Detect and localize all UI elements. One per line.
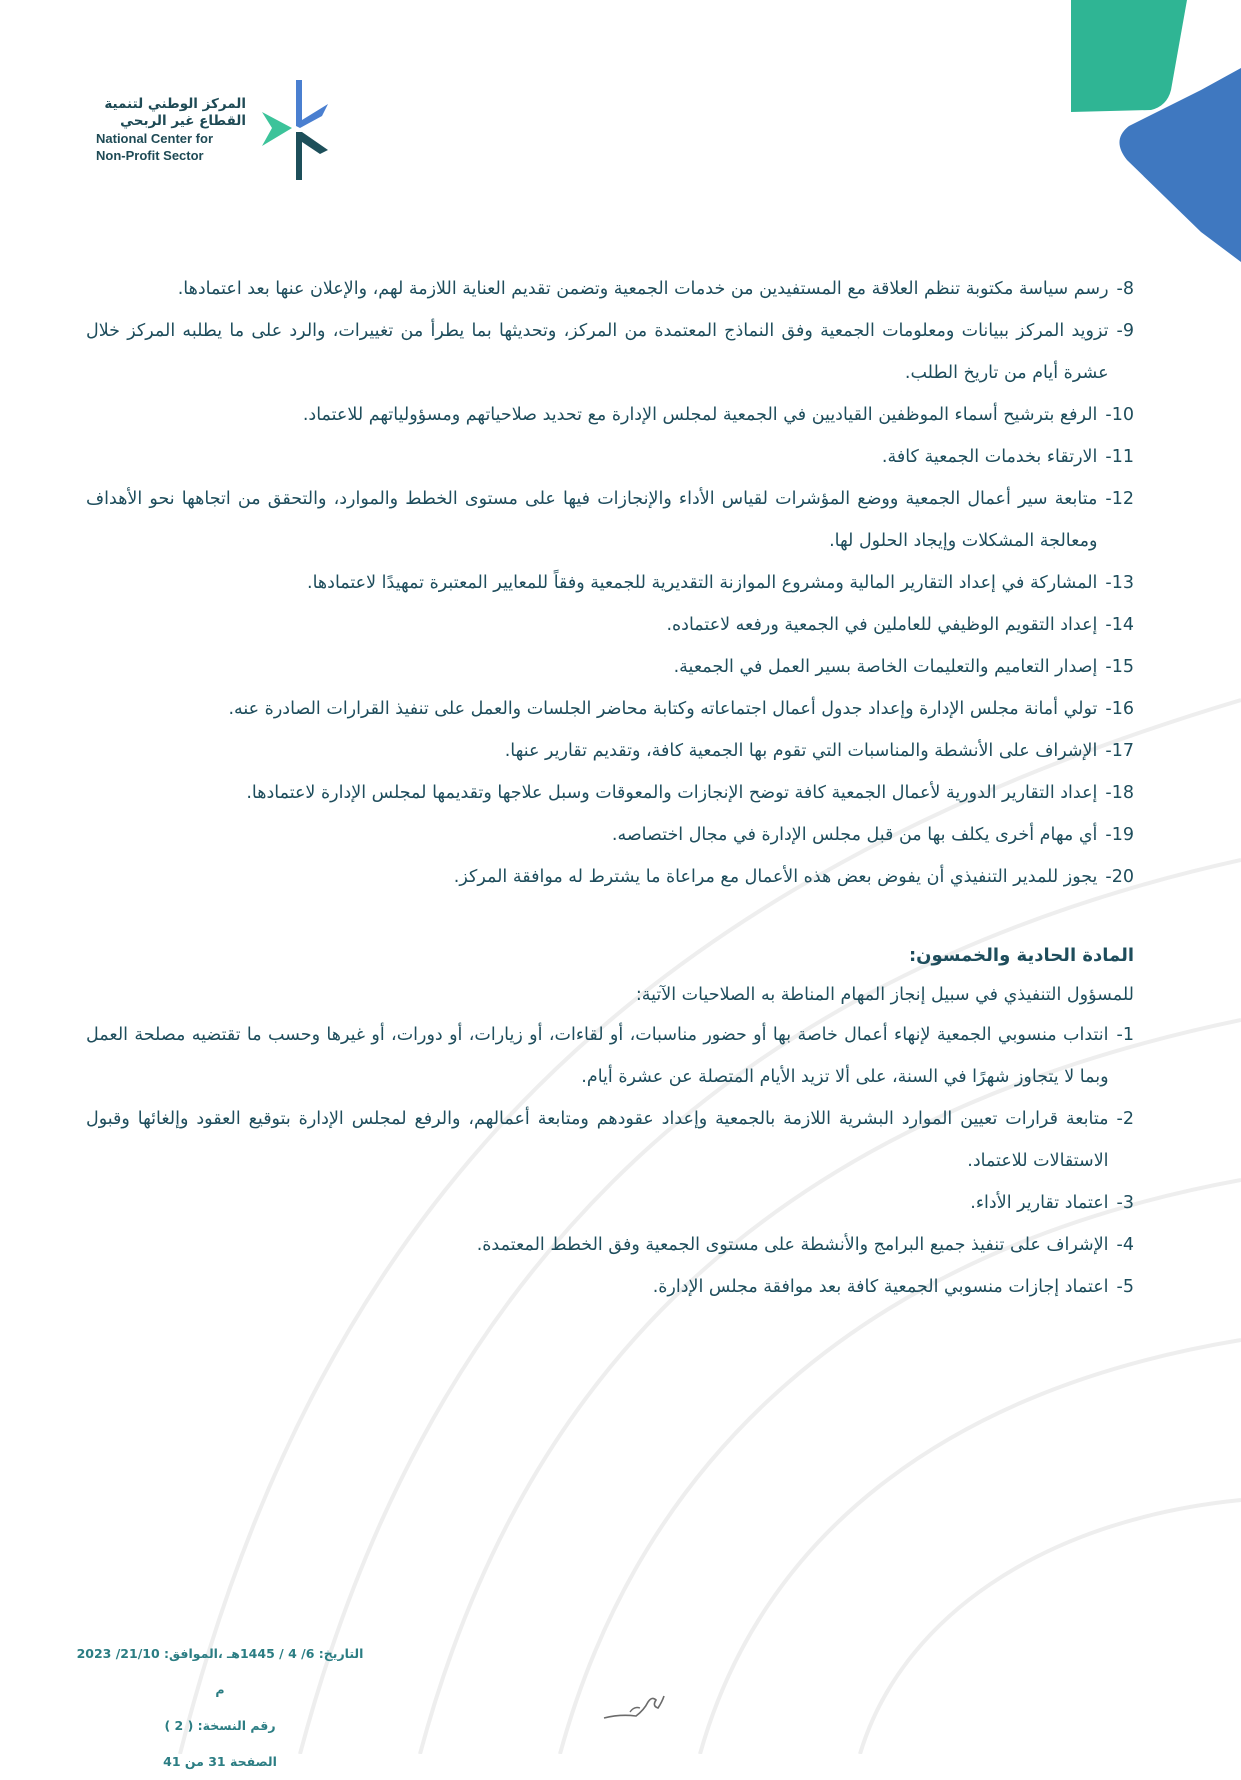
logo-mark-icon <box>256 80 336 180</box>
logo-english-line-1: National Center for <box>96 131 214 146</box>
item-text: الإشراف على الأنشطة والمناسبات التي تقوم بها الجمعية كافة، وتقديم تقارير عنها. <box>504 741 1098 761</box>
section-gap <box>86 898 1134 936</box>
footer-page-number: الصفحة 31 من 41 <box>163 1754 277 1769</box>
item-number: -19 <box>1105 825 1134 845</box>
item-number: -1 <box>1116 1025 1134 1045</box>
item-text: الإشراف على تنفيذ جميع البرامج والأنشطة على مستوى الجمعية وفق الخطط المعتمدة. <box>476 1235 1109 1255</box>
document-footer <box>70 1636 370 1780</box>
logo-text <box>96 96 246 164</box>
item-number: -10 <box>1105 405 1134 425</box>
item-text: انتداب منسوبي الجمعية لإنهاء أعمال خاصة بها أو حضور مناسبات، أو لقاءات، أو زيارات، أو دورات، أو غيرها وحسب ما تقتضيه مصلحة العمل وبما لا يتجاوز شهرًا في السنة، على ألا تزيد الأيام المتصلة عن عشرة أيام. <box>86 1025 1109 1087</box>
list-item <box>86 772 1134 814</box>
item-text: متابعة سير أعمال الجمعية ووضع المؤشرات لقياس الأداء والإنجازات فيها على مستوى الخطط والموارد، والتحقق من اتجاهها نحو الأهداف ومعالجة المشكلات وإيجاد الحلول لها. <box>86 489 1098 551</box>
logo-arabic-line-1: المركز الوطني لتنمية <box>104 96 246 112</box>
footer-date: التاريخ: 6/ 4 / 1445هـ ،الموافق: 21/10/ 2023 م <box>76 1646 364 1697</box>
list-item <box>86 310 1134 394</box>
list-item <box>86 1224 1134 1266</box>
item-number: -2 <box>1116 1109 1134 1129</box>
list-item <box>86 856 1134 898</box>
corner-green-shape <box>1071 0 1187 112</box>
item-number: -18 <box>1105 783 1134 803</box>
item-number: -16 <box>1105 699 1134 719</box>
organization-logo <box>96 80 336 180</box>
logo-arabic-line-2: القطاع غير الربحي <box>120 113 246 129</box>
item-text: الرفع بترشيح أسماء الموظفين القياديين في الجمعية لمجلس الإدارة مع تحديد صلاحياتهم ومسؤولياتهم للاعتماد. <box>302 405 1098 425</box>
item-text: إصدار التعاميم والتعليمات الخاصة بسير العمل في الجمعية. <box>673 657 1098 677</box>
article-intro: للمسؤول التنفيذي في سبيل إنجاز المهام المناطة به الصلاحيات الآتية: <box>635 985 1134 1005</box>
corner-decoration <box>1071 0 1241 280</box>
item-text: المشاركة في إعداد التقارير المالية ومشروع الموازنة التقديرية للجمعية وفقاً للمعايير المعتبرة تمهيدًا لاعتمادها. <box>307 573 1098 593</box>
item-number: -20 <box>1105 867 1134 887</box>
item-text: أي مهام أخرى يكلف بها من قبل مجلس الإدارة في مجال اختصاصه. <box>611 825 1098 845</box>
item-text: إعداد التقويم الوظيفي للعاملين في الجمعية ورفعه لاعتماده. <box>666 615 1098 635</box>
item-text: متابعة قرارات تعيين الموارد البشرية اللازمة بالجمعية وإعداد عقودهم ومتابعة أعمالهم، والرفع لمجلس الإدارة بتوقيع العقود وإلغائها وقبول الاستقالات للاعتماد. <box>86 1109 1109 1171</box>
list-item <box>86 478 1134 562</box>
list-item <box>86 730 1134 772</box>
item-text: تولي أمانة مجلس الإدارة وإعداد جدول أعمال اجتماعاته وكتابة محاضر الجلسات والعمل على تنفيذ القرارات الصادرة عنه. <box>228 699 1098 719</box>
item-number: -12 <box>1105 489 1134 509</box>
item-text: إعداد التقارير الدورية لأعمال الجمعية كافة توضح الإنجازات والمعوقات وسبل علاجها وتقديمها لمجلس الإدارة لاعتمادها. <box>246 783 1098 803</box>
list-item <box>86 1014 1134 1098</box>
list-item <box>86 268 1134 310</box>
item-number: -13 <box>1105 573 1134 593</box>
list-item <box>86 646 1134 688</box>
list-item <box>86 436 1134 478</box>
item-number: -17 <box>1105 741 1134 761</box>
item-number: -11 <box>1105 447 1134 467</box>
item-number: -9 <box>1116 321 1134 341</box>
list-item <box>86 1266 1134 1308</box>
document-body <box>86 268 1134 1308</box>
item-text: اعتماد إجازات منسوبي الجمعية كافة بعد موافقة مجلس الإدارة. <box>652 1277 1109 1297</box>
item-number: -4 <box>1116 1235 1134 1255</box>
executive-duties-list <box>86 268 1134 898</box>
handwritten-signature <box>600 1688 670 1724</box>
list-item <box>86 814 1134 856</box>
list-item <box>86 688 1134 730</box>
item-number: -3 <box>1116 1193 1134 1213</box>
article-heading: المادة الحادية والخمسون: <box>908 945 1134 966</box>
footer-version: رقم النسخة: ( 2 ) <box>164 1718 276 1733</box>
item-number: -15 <box>1105 657 1134 677</box>
list-item <box>86 562 1134 604</box>
item-number: -8 <box>1116 279 1134 299</box>
list-item <box>86 1098 1134 1182</box>
item-text: رسم سياسة مكتوبة تنظم العلاقة مع المستفيدين من خدمات الجمعية وتضمن تقديم العناية اللازمة لهم، والإعلان عنها بعد اعتمادها. <box>177 279 1109 299</box>
list-item <box>86 604 1134 646</box>
item-text: الارتقاء بخدمات الجمعية كافة. <box>881 447 1098 467</box>
item-number: -14 <box>1105 615 1134 635</box>
item-text: تزويد المركز ببيانات ومعلومات الجمعية وفق النماذج المعتمدة من المركز، وتحديثها بما يطرأ من تغييرات، والرد على ما يطلبه المركز خلال عشرة أيام من تاريخ الطلب. <box>86 321 1109 383</box>
article-51 <box>86 936 1134 1308</box>
logo-english-line-2: Non-Profit Sector <box>96 148 204 163</box>
list-item <box>86 394 1134 436</box>
list-item <box>86 1182 1134 1224</box>
item-text: يجوز للمدير التنفيذي أن يفوض بعض هذه الأعمال مع مراعاة ما يشترط له موافقة المركز. <box>453 867 1098 887</box>
item-text: اعتماد تقارير الأداء. <box>970 1193 1109 1213</box>
item-number: -5 <box>1116 1277 1134 1297</box>
